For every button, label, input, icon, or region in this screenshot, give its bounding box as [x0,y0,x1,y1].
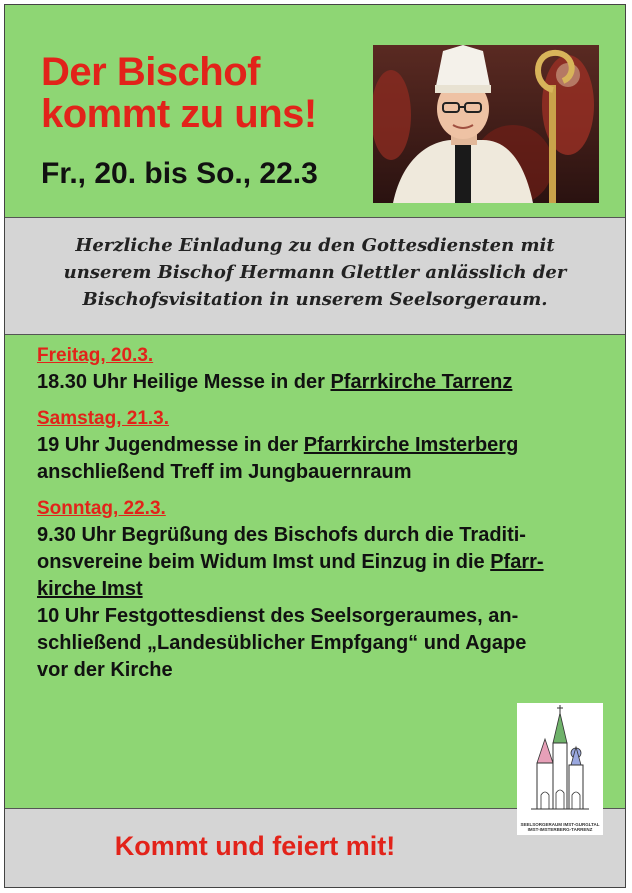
footer-slogan: Kommt und feiert mit! [114,831,396,861]
day-saturday [37,408,607,486]
sunday-line-3: kirche Imst [37,578,143,600]
church-logo-icon [517,703,603,821]
day-friday [37,345,607,396]
title-line-1: Der Bischof [41,50,260,94]
invitation-band [5,217,625,335]
bishop-photo [373,45,599,203]
bishop-photo-image [373,45,599,203]
poster [4,4,626,888]
day-label-sunday: Sonntag, 22.3. [37,498,166,519]
poster-title [41,51,317,135]
sunday-line-5: schließend „Landesüblicher Empfgang“ und Agape [37,632,527,654]
header [5,5,625,217]
day-label-saturday: Samstag, 21.3. [37,408,170,429]
invitation-line-1: Herzliche Einladung zu den Gottesdiensten mit [75,235,555,256]
parish-logo [517,703,603,835]
day-sunday [37,498,607,684]
sunday-line-6: vor der Kirche [37,659,173,681]
schedule [37,345,607,696]
sunday-line-4: 10 Uhr Festgottesdienst des Seelsorgeraumes, an- [37,605,519,627]
saturday-place: Pfarrkirche Imsterberg [303,434,519,456]
friday-text: 18.30 Uhr Heilige Messe in der [37,371,331,393]
invitation-line-3: Bischofsvisitation in unserem Seelsorgeraum. [82,289,548,310]
day-label-friday: Freitag, 20.3. [37,345,154,366]
logo-caption [517,822,603,832]
friday-line [37,369,607,396]
logo-caption-line-1: SEELSORGERAUM IMST-GURGLTAL [520,822,600,827]
sunday-line-1: 9.30 Uhr Begrüßung des Bischofs durch die Traditi- [37,524,526,546]
saturday-line-2: anschließend Treff im Jungbauernraum [37,461,412,483]
event-dates: Fr., 20. bis So., 22.3 [41,157,318,190]
title-line-2: kommt zu uns! [41,92,317,136]
sunday-line-2a: onsvereine beim Widum Imst und Einzug in die [37,551,491,573]
saturday-line-1 [37,432,607,459]
invitation-text [5,218,625,313]
logo-caption-line-2: IMST-IMSTERBERG-TARRENZ [527,827,593,832]
sunday-line-2b: Pfarr- [490,551,544,573]
sunday-line-2 [37,549,607,576]
saturday-text: 19 Uhr Jugendmesse in der [37,434,304,456]
invitation-line-2: unserem Bischof Hermann Glettler anlässlich der [63,262,567,283]
friday-place: Pfarrkirche Tarrenz [330,371,513,393]
